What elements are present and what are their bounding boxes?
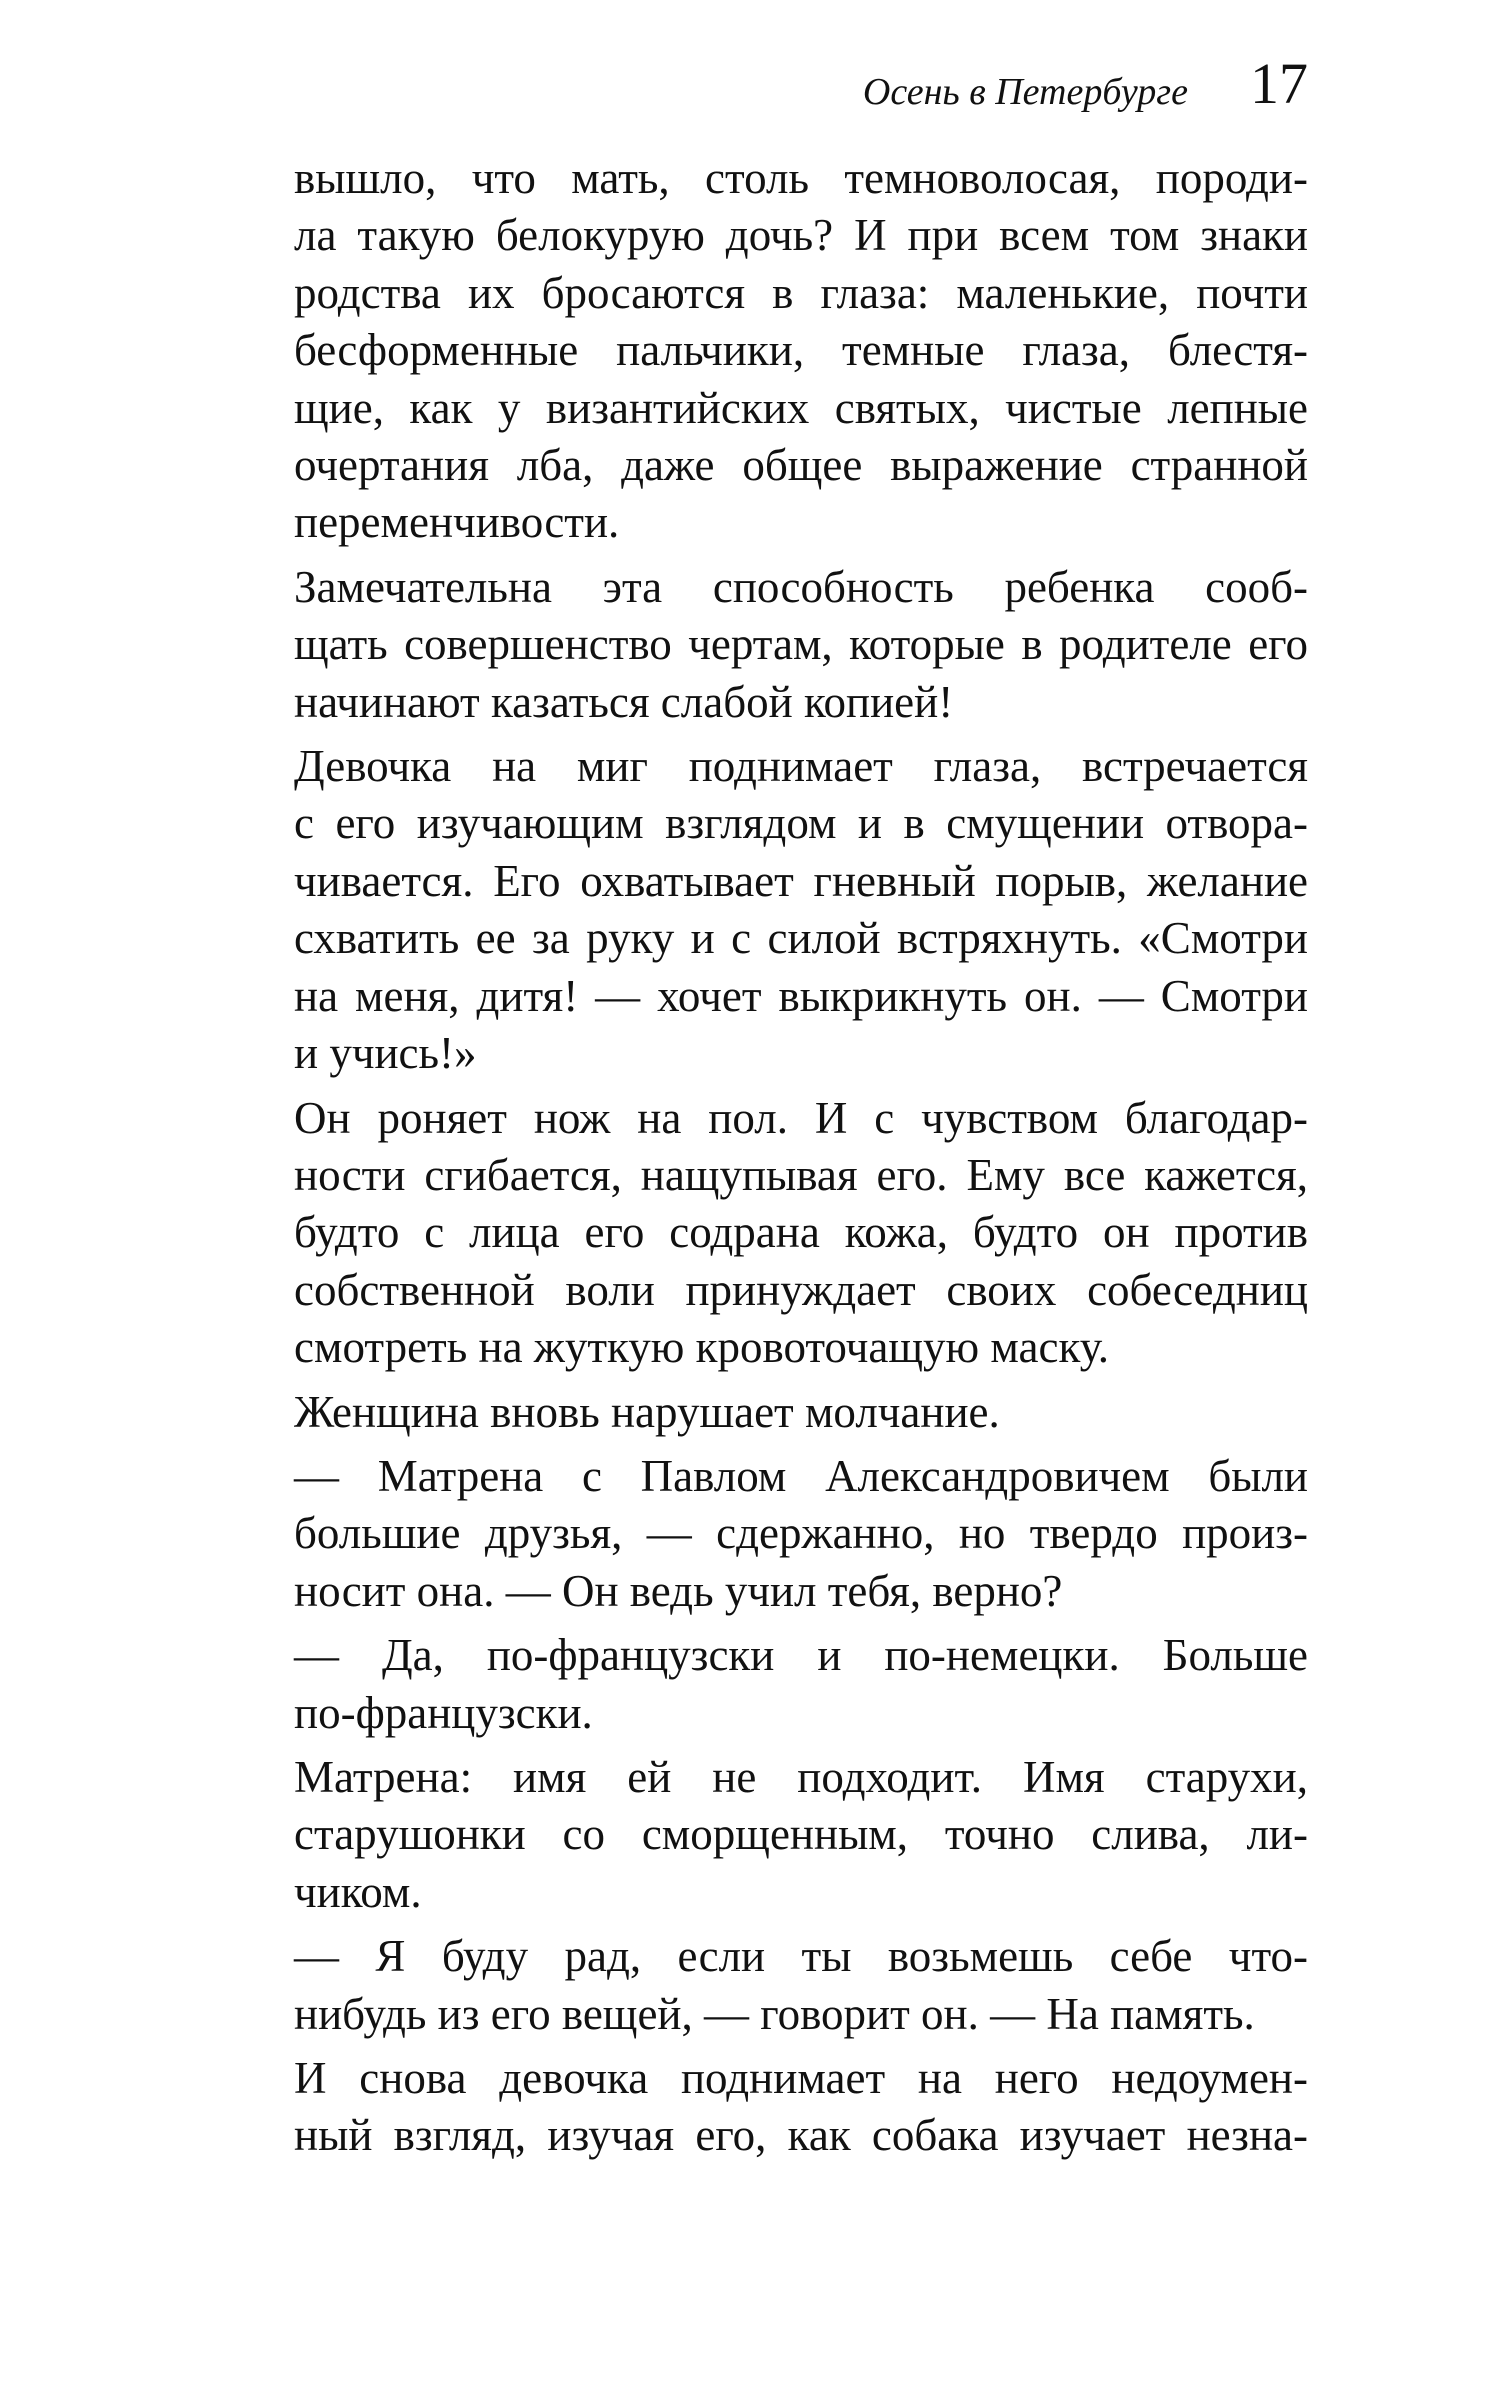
text-line: переменчивости. (294, 497, 620, 548)
paragraph (226, 738, 1308, 1082)
text-line: — Я буду рад, если ты возьмешь себе что- (294, 1931, 1308, 1982)
text-line: очертания лба, даже общее выражение странной (294, 440, 1308, 491)
paragraph (226, 559, 1308, 731)
text-line: щие, как у византийских святых, чистые лепные (294, 382, 1308, 433)
text-line: нибудь из его вещей, — говорит он. — На память. (294, 1988, 1255, 2039)
text-line: Женщина вновь нарушает молчание. (294, 1386, 1000, 1437)
paragraph (226, 1384, 1308, 1441)
text-line: ный взгляд, изучая его, как собака изучает незна- (294, 2110, 1308, 2161)
text-line: Девочка на миг поднимает глаза, встречается (294, 741, 1308, 792)
paragraph (226, 1749, 1308, 1921)
text-line: И снова девочка поднимает на него недоумен- (294, 2053, 1308, 2103)
text-line: большие друзья, — сдержанно, но твердо произ- (294, 1508, 1308, 1559)
text-line: — Матрена с Павлом Александровичем были (294, 1450, 1308, 1501)
running-title: Осень в Петербурге (862, 71, 1188, 113)
text-line: будто с лица его содрана кожа, будто он против (294, 1207, 1308, 1258)
text-line: с его изучающим взглядом и в смущении отвора- (294, 798, 1308, 849)
paragraph (226, 1627, 1308, 1742)
text-line: вышло, что мать, столь темноволосая, породи- (294, 153, 1308, 203)
paragraph (226, 2050, 1308, 2165)
text-line: родства их бросаются в глаза: маленькие, почти (294, 267, 1308, 318)
text-line: на меня, дитя! — хочет выкрикнуть он. — Смотри (294, 970, 1308, 1021)
text-line: щать совершенство чертам, которые в родителе его (294, 619, 1308, 670)
text-line: смотреть на жуткую кровоточащую маску. (294, 1322, 1109, 1373)
text-line: носит она. — Он ведь учил тебя, верно? (294, 1565, 1063, 1616)
text-line: схватить ее за руку и с силой встряхнуть. «Смотри (294, 913, 1308, 964)
text-line: Он роняет нож на пол. И с чувством благодар- (294, 1092, 1308, 1143)
text-line: ности сгибается, нащупывая его. Ему все кажется, (294, 1149, 1308, 1200)
text-line: собственной воли принуждает своих собеседниц (294, 1264, 1308, 1315)
text-line: чиком. (294, 1866, 422, 1917)
text-line: Замечательна эта способность ребенка сооб- (294, 561, 1308, 612)
text-line: и учись!» (294, 1028, 477, 1079)
text-line: старушонки со сморщенным, точно слива, ли- (294, 1809, 1308, 1860)
paragraph (226, 1090, 1308, 1377)
text-line: бесформенные пальчики, темные глаза, блестя- (294, 325, 1308, 376)
page-header (226, 52, 1308, 122)
text-line: чивается. Его охватывает гневный порыв, желание (294, 855, 1308, 906)
text-line: по-французски. (294, 1687, 593, 1738)
paragraph (226, 150, 1308, 552)
body-text (226, 150, 1308, 2172)
text-line: Матрена: имя ей не подходит. Имя старухи, (294, 1751, 1308, 1802)
paragraph (226, 1448, 1308, 1620)
text-line: ла такую белокурую дочь? И при всем том знаки (294, 210, 1308, 261)
paragraph (226, 1928, 1308, 2043)
page-number: 17 (1250, 51, 1308, 116)
text-line: — Да, по-французски и по-немецки. Больше (294, 1630, 1308, 1681)
text-line: начинают казаться слабой копией! (294, 676, 954, 727)
